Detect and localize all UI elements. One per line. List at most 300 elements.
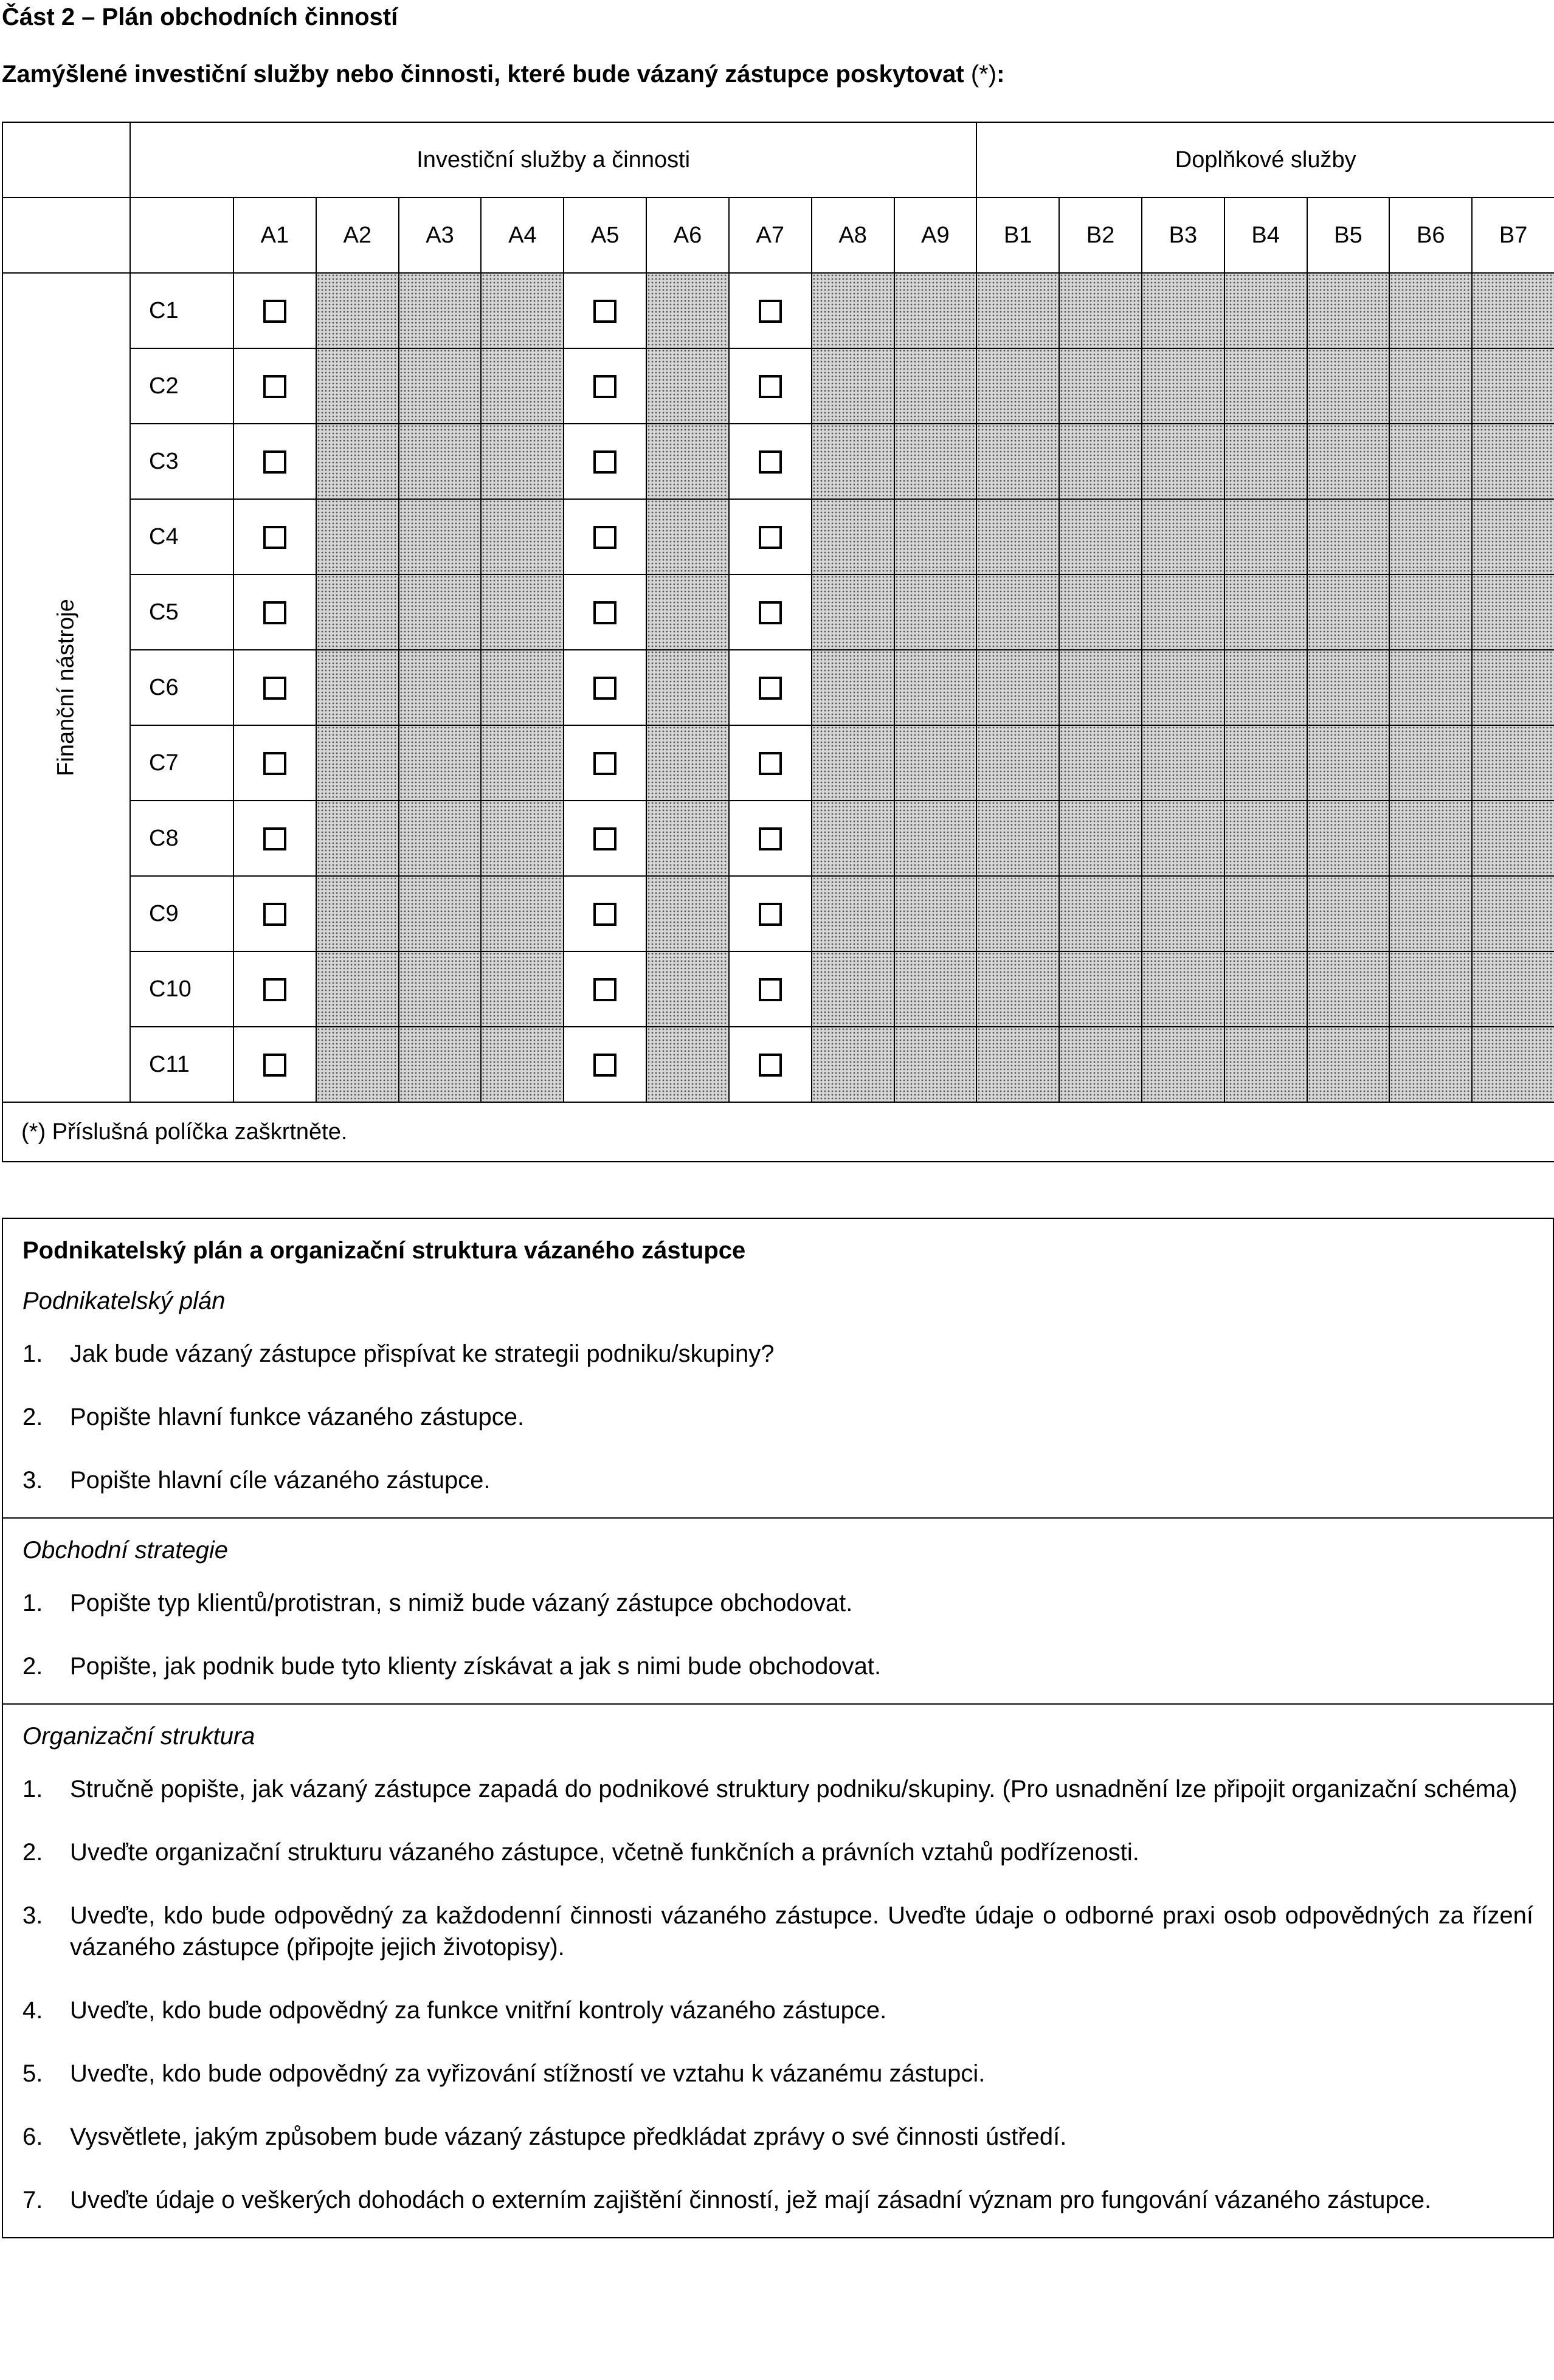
shaded-cell: [1224, 348, 1307, 424]
org-structure-title: Organizační struktura: [22, 1723, 255, 1750]
checkbox-a1-c5[interactable]: [263, 601, 286, 624]
checkbox-a5-c3[interactable]: [593, 450, 616, 474]
group-ancillary-header: Doplňkové služby: [976, 122, 1554, 198]
checkbox-cell: [564, 574, 646, 650]
checkbox-a5-c10[interactable]: [593, 978, 616, 1001]
shaded-cell: [1307, 499, 1390, 574]
shaded-cell: [1472, 725, 1554, 801]
shaded-cell: [316, 951, 399, 1027]
checkbox-a5-c11[interactable]: [593, 1054, 616, 1077]
shaded-cell: [316, 801, 399, 876]
shaded-cell: [812, 801, 894, 876]
shaded-cell: [1142, 1027, 1224, 1102]
checkbox-cell: [729, 574, 812, 650]
list-item: [22, 1464, 1533, 1496]
list-item-text: Stručně popište, jak vázaný zástupce zapadá do podnikové struktury podniku/skupiny. (Pro usnadnění lze připojit organizační schéma): [70, 1776, 1518, 1802]
shaded-cell: [646, 499, 729, 574]
column-header-b7: B7: [1472, 198, 1554, 273]
shaded-cell: [1059, 574, 1142, 650]
shaded-cell: [1224, 499, 1307, 574]
corner-cell: [2, 198, 130, 273]
shaded-cell: [1224, 725, 1307, 801]
column-header-b3: B3: [1142, 198, 1224, 273]
checkbox-a5-c5[interactable]: [593, 601, 616, 624]
shaded-cell: [1307, 424, 1390, 499]
shaded-cell: [1142, 574, 1224, 650]
shaded-cell: [976, 650, 1059, 725]
shaded-cell: [646, 876, 729, 951]
list-item-number: 7.: [22, 2187, 43, 2213]
shaded-cell: [646, 574, 729, 650]
checkbox-a7-c8[interactable]: [759, 827, 782, 850]
shaded-cell: [812, 348, 894, 424]
row-label-c9: C9: [130, 876, 233, 951]
shaded-cell: [1389, 650, 1472, 725]
list-item: [22, 1837, 1533, 1868]
list-item-number: 3.: [22, 1467, 43, 1494]
shaded-cell: [481, 424, 564, 499]
shaded-cell: [1472, 348, 1554, 424]
list-item-text: Uveďte, kdo bude odpovědný za vyřizování stížností ve vztahu k vázanému zástupci.: [70, 2060, 986, 2087]
list-item: [22, 1773, 1533, 1805]
row-label-c5: C5: [130, 574, 233, 650]
checkbox-a5-c8[interactable]: [593, 827, 616, 850]
shaded-cell: [316, 650, 399, 725]
checkbox-cell: [233, 348, 316, 424]
shaded-cell: [894, 1027, 977, 1102]
list-item-number: 1.: [22, 1590, 43, 1616]
shaded-cell: [399, 951, 482, 1027]
row-label-c6: C6: [130, 650, 233, 725]
business-plan-box: [2, 1218, 1554, 2238]
shaded-cell: [1142, 348, 1224, 424]
shaded-cell: [1389, 876, 1472, 951]
shaded-cell: [976, 574, 1059, 650]
row-label-c1: C1: [130, 273, 233, 348]
column-header-a8: A8: [812, 198, 894, 273]
shaded-cell: [646, 951, 729, 1027]
checkbox-a5-c9[interactable]: [593, 903, 616, 926]
checkbox-cell: [233, 273, 316, 348]
list-item-number: 1.: [22, 1340, 43, 1367]
shaded-cell: [894, 499, 977, 574]
checkbox-cell: [729, 725, 812, 801]
checkbox-cell: [564, 1027, 646, 1102]
shaded-cell: [316, 424, 399, 499]
checkbox-cell: [729, 650, 812, 725]
checkbox-a5-c7[interactable]: [593, 752, 616, 775]
plan-heading: Podnikatelský plán a organizační struktura vázaného zástupce: [22, 1237, 746, 1264]
column-header-a5: A5: [564, 198, 646, 273]
shaded-cell: [1059, 273, 1142, 348]
row-label-c2: C2: [130, 348, 233, 424]
checkbox-cell: [233, 801, 316, 876]
table-row: [2, 951, 1554, 1027]
checkbox-cell: [564, 876, 646, 951]
shaded-cell: [1224, 424, 1307, 499]
list-item-number: 4.: [22, 1997, 43, 2024]
shaded-cell: [894, 876, 977, 951]
group-investment-header: Investiční služby a činnosti: [130, 122, 976, 198]
shaded-cell: [399, 348, 482, 424]
shaded-cell: [316, 574, 399, 650]
list-item-number: 2.: [22, 1839, 43, 1866]
column-header-row: [2, 198, 1554, 273]
row-label-c3: C3: [130, 424, 233, 499]
shaded-cell: [481, 348, 564, 424]
list-item: [22, 2121, 1533, 2153]
shaded-cell: [812, 650, 894, 725]
checkbox-cell: [729, 801, 812, 876]
shaded-cell: [1472, 424, 1554, 499]
shaded-cell: [316, 725, 399, 801]
checkbox-a7-c10[interactable]: [759, 978, 782, 1001]
list-item-number: 6.: [22, 2123, 43, 2150]
shaded-cell: [1307, 725, 1390, 801]
shaded-cell: [812, 424, 894, 499]
shaded-cell: [1472, 574, 1554, 650]
corner-cell: [2, 122, 130, 198]
shaded-cell: [481, 273, 564, 348]
shaded-cell: [481, 499, 564, 574]
shaded-cell: [1389, 951, 1472, 1027]
shaded-cell: [1059, 1027, 1142, 1102]
shaded-cell: [399, 801, 482, 876]
shaded-cell: [976, 1027, 1059, 1102]
list-item-number: 2.: [22, 1653, 43, 1680]
column-header-a1: A1: [233, 198, 316, 273]
intro-question: [2, 61, 1004, 88]
shaded-cell: [976, 801, 1059, 876]
side-label-cell: [2, 273, 130, 1102]
shaded-cell: [812, 876, 894, 951]
shaded-cell: [481, 1027, 564, 1102]
table-row: [2, 876, 1554, 951]
shaded-cell: [1389, 273, 1472, 348]
part-title: Část 2 – Plán obchodních činností: [2, 4, 398, 30]
shaded-cell: [1472, 876, 1554, 951]
shaded-cell: [399, 876, 482, 951]
footnote: (*) Příslušná políčka zaškrtněte.: [2, 1102, 1554, 1162]
shaded-cell: [399, 574, 482, 650]
table-row: [2, 801, 1554, 876]
shaded-cell: [976, 273, 1059, 348]
checkbox-cell: [233, 951, 316, 1027]
checkbox-cell: [729, 876, 812, 951]
shaded-cell: [1307, 273, 1390, 348]
shaded-cell: [1472, 499, 1554, 574]
corner-cell: [130, 198, 233, 273]
shaded-cell: [399, 273, 482, 348]
list-item-text: Popište hlavní cíle vázaného zástupce.: [70, 1467, 491, 1494]
intro-colon: :: [996, 61, 1005, 88]
shaded-cell: [1059, 424, 1142, 499]
shaded-cell: [1224, 273, 1307, 348]
shaded-cell: [646, 650, 729, 725]
checkbox-cell: [233, 499, 316, 574]
shaded-cell: [812, 499, 894, 574]
checkbox-cell: [233, 725, 316, 801]
table-row: [2, 499, 1554, 574]
column-header-b6: B6: [1389, 198, 1472, 273]
checkbox-a1-c4[interactable]: [263, 526, 286, 549]
shaded-cell: [1059, 348, 1142, 424]
checkbox-cell: [233, 650, 316, 725]
shaded-cell: [646, 348, 729, 424]
header-group-row: [2, 122, 1554, 198]
checkbox-a5-c1[interactable]: [593, 300, 616, 323]
shaded-cell: [1307, 801, 1390, 876]
intro-mark: (*): [970, 61, 997, 88]
list-item: [22, 1995, 1533, 2026]
side-label: Finanční nástroje: [53, 599, 79, 776]
checkbox-cell: [233, 1027, 316, 1102]
shaded-cell: [1307, 1027, 1390, 1102]
checkbox-a1-c1[interactable]: [263, 300, 286, 323]
footnote-row: [2, 1102, 1554, 1162]
shaded-cell: [894, 951, 977, 1027]
checkbox-a1-c9[interactable]: [263, 903, 286, 926]
shaded-cell: [1307, 650, 1390, 725]
column-header-a2: A2: [316, 198, 399, 273]
shaded-cell: [1472, 1027, 1554, 1102]
list-item-text: Uveďte organizační strukturu vázaného zástupce, včetně funkčních a právních vztahů podřízenosti.: [70, 1839, 1139, 1866]
shaded-cell: [1389, 499, 1472, 574]
services-grid: [2, 122, 1554, 1162]
shaded-cell: [1142, 424, 1224, 499]
intro-text: Zamýšlené investiční služby nebo činnosti, které bude vázaný zástupce poskytovat: [2, 61, 964, 88]
list-item: [22, 1338, 1533, 1370]
shaded-cell: [646, 424, 729, 499]
shaded-cell: [316, 1027, 399, 1102]
checkbox-a5-c2[interactable]: [593, 375, 616, 398]
row-label-c11: C11: [130, 1027, 233, 1102]
checkbox-a7-c4[interactable]: [759, 526, 782, 549]
checkbox-a7-c5[interactable]: [759, 601, 782, 624]
shaded-cell: [976, 951, 1059, 1027]
shaded-cell: [812, 273, 894, 348]
list-item: [22, 1650, 1533, 1682]
shaded-cell: [1472, 951, 1554, 1027]
column-header-b2: B2: [1059, 198, 1142, 273]
table-row: [2, 574, 1554, 650]
shaded-cell: [1472, 273, 1554, 348]
shaded-cell: [1059, 801, 1142, 876]
shaded-cell: [1142, 725, 1224, 801]
list-item-number: 1.: [22, 1776, 43, 1802]
checkbox-cell: [729, 273, 812, 348]
checkbox-a5-c4[interactable]: [593, 526, 616, 549]
checkbox-a1-c2[interactable]: [263, 375, 286, 398]
list-item-text: Uveďte, kdo bude odpovědný za funkce vnitřní kontroly vázaného zástupce.: [70, 1997, 887, 2024]
shaded-cell: [1059, 650, 1142, 725]
checkbox-a7-c7[interactable]: [759, 752, 782, 775]
shaded-cell: [1472, 801, 1554, 876]
list-item: [22, 1587, 1533, 1619]
shaded-cell: [1389, 1027, 1472, 1102]
shaded-cell: [481, 574, 564, 650]
shaded-cell: [1389, 574, 1472, 650]
business-strategy-section: [3, 1517, 1553, 1703]
shaded-cell: [1142, 650, 1224, 725]
shaded-cell: [894, 424, 977, 499]
list-item: [22, 2184, 1533, 2216]
checkbox-cell: [729, 348, 812, 424]
row-label-c8: C8: [130, 801, 233, 876]
shaded-cell: [481, 650, 564, 725]
list-item-text: Popište, jak podnik bude tyto klienty získávat a jak s nimi bude obchodovat.: [70, 1653, 882, 1680]
checkbox-a7-c11[interactable]: [759, 1054, 782, 1077]
shaded-cell: [481, 951, 564, 1027]
business-plan-title: Podnikatelský plán: [22, 1288, 226, 1314]
checkbox-a7-c6[interactable]: [759, 677, 782, 700]
shaded-cell: [894, 801, 977, 876]
shaded-cell: [1307, 951, 1390, 1027]
shaded-cell: [1142, 951, 1224, 1027]
shaded-cell: [316, 876, 399, 951]
shaded-cell: [894, 348, 977, 424]
checkbox-a1-c8[interactable]: [263, 827, 286, 850]
shaded-cell: [976, 725, 1059, 801]
shaded-cell: [1224, 574, 1307, 650]
checkbox-cell: [564, 424, 646, 499]
shaded-cell: [1389, 348, 1472, 424]
list-item-text: Popište typ klientů/protistran, s nimiž bude vázaný zástupce obchodovat.: [70, 1590, 853, 1616]
shaded-cell: [1142, 876, 1224, 951]
shaded-cell: [646, 725, 729, 801]
checkbox-cell: [564, 273, 646, 348]
column-header-b4: B4: [1224, 198, 1307, 273]
checkbox-cell: [564, 951, 646, 1027]
shaded-cell: [812, 951, 894, 1027]
checkbox-a7-c3[interactable]: [759, 450, 782, 474]
list-item: [22, 1900, 1533, 1963]
list-item-text: Vysvětlete, jakým způsobem bude vázaný zástupce předkládat zprávy o své činnosti ústředí.: [70, 2123, 1067, 2150]
checkbox-a1-c7[interactable]: [263, 752, 286, 775]
checkbox-cell: [564, 499, 646, 574]
shaded-cell: [481, 725, 564, 801]
checkbox-cell: [564, 801, 646, 876]
shaded-cell: [1389, 725, 1472, 801]
column-header-a6: A6: [646, 198, 729, 273]
shaded-cell: [399, 650, 482, 725]
table-row: [2, 424, 1554, 499]
list-item-text: Uveďte, kdo bude odpovědný za každodenní činnosti vázaného zástupce. Uveďte údaje o odborné praxi osob odpovědných za řízení vázaného zástupce (připojte jejich životopisy).: [70, 1902, 1533, 1961]
list-item: [22, 1401, 1533, 1433]
shaded-cell: [894, 574, 977, 650]
row-label-c7: C7: [130, 725, 233, 801]
list-item-text: Jak bude vázaný zástupce přispívat ke strategii podniku/skupiny?: [70, 1340, 775, 1367]
shaded-cell: [976, 424, 1059, 499]
checkbox-a7-c9[interactable]: [759, 903, 782, 926]
checkbox-cell: [233, 876, 316, 951]
checkbox-cell: [564, 725, 646, 801]
shaded-cell: [976, 348, 1059, 424]
checkbox-cell: [564, 348, 646, 424]
checkbox-cell: [233, 574, 316, 650]
shaded-cell: [894, 650, 977, 725]
shaded-cell: [1307, 348, 1390, 424]
column-header-b5: B5: [1307, 198, 1390, 273]
column-header-b1: B1: [976, 198, 1059, 273]
shaded-cell: [1307, 574, 1390, 650]
column-header-a3: A3: [399, 198, 482, 273]
shaded-cell: [399, 1027, 482, 1102]
shaded-cell: [1142, 499, 1224, 574]
table-row: [2, 273, 1554, 348]
checkbox-a1-c6[interactable]: [263, 677, 286, 700]
table-row: [2, 650, 1554, 725]
shaded-cell: [1059, 951, 1142, 1027]
shaded-cell: [1059, 499, 1142, 574]
shaded-cell: [1059, 725, 1142, 801]
table-row: [2, 348, 1554, 424]
shaded-cell: [1142, 801, 1224, 876]
shaded-cell: [481, 876, 564, 951]
checkbox-cell: [729, 424, 812, 499]
row-label-c4: C4: [130, 499, 233, 574]
table-row: [2, 1027, 1554, 1102]
shaded-cell: [1059, 876, 1142, 951]
checkbox-cell: [233, 424, 316, 499]
shaded-cell: [646, 1027, 729, 1102]
checkbox-a5-c6[interactable]: [593, 677, 616, 700]
table-row: [2, 725, 1554, 801]
shaded-cell: [976, 499, 1059, 574]
business-strategy-title: Obchodní strategie: [22, 1537, 228, 1564]
row-label-c10: C10: [130, 951, 233, 1027]
checkbox-cell: [729, 1027, 812, 1102]
business-plan-section: [3, 1219, 1553, 1517]
org-structure-section: [3, 1703, 1553, 2237]
shaded-cell: [1224, 951, 1307, 1027]
list-item-number: 5.: [22, 2060, 43, 2087]
shaded-cell: [1224, 650, 1307, 725]
shaded-cell: [976, 876, 1059, 951]
list-item-text: Uveďte údaje o veškerých dohodách o externím zajištění činností, jež mají zásadní význam pro fungování vázaného zástupce.: [70, 2187, 1432, 2213]
shaded-cell: [1224, 801, 1307, 876]
shaded-cell: [646, 801, 729, 876]
checkbox-a1-c10[interactable]: [263, 978, 286, 1001]
shaded-cell: [399, 424, 482, 499]
checkbox-cell: [729, 499, 812, 574]
shaded-cell: [1307, 876, 1390, 951]
shaded-cell: [1224, 876, 1307, 951]
checkbox-a7-c1[interactable]: [759, 300, 782, 323]
list-item-number: 2.: [22, 1404, 43, 1430]
shaded-cell: [1389, 424, 1472, 499]
shaded-cell: [1142, 273, 1224, 348]
list-item-text: Popište hlavní funkce vázaného zástupce.: [70, 1404, 525, 1430]
shaded-cell: [316, 348, 399, 424]
list-item-number: 3.: [22, 1902, 43, 1929]
shaded-cell: [481, 801, 564, 876]
shaded-cell: [316, 499, 399, 574]
shaded-cell: [894, 273, 977, 348]
checkbox-a1-c11[interactable]: [263, 1054, 286, 1077]
shaded-cell: [894, 725, 977, 801]
checkbox-a1-c3[interactable]: [263, 450, 286, 474]
shaded-cell: [399, 499, 482, 574]
shaded-cell: [646, 273, 729, 348]
column-header-a9: A9: [894, 198, 977, 273]
checkbox-cell: [564, 650, 646, 725]
shaded-cell: [1389, 801, 1472, 876]
list-item: [22, 2058, 1533, 2089]
shaded-cell: [399, 725, 482, 801]
shaded-cell: [1472, 650, 1554, 725]
checkbox-a7-c2[interactable]: [759, 375, 782, 398]
